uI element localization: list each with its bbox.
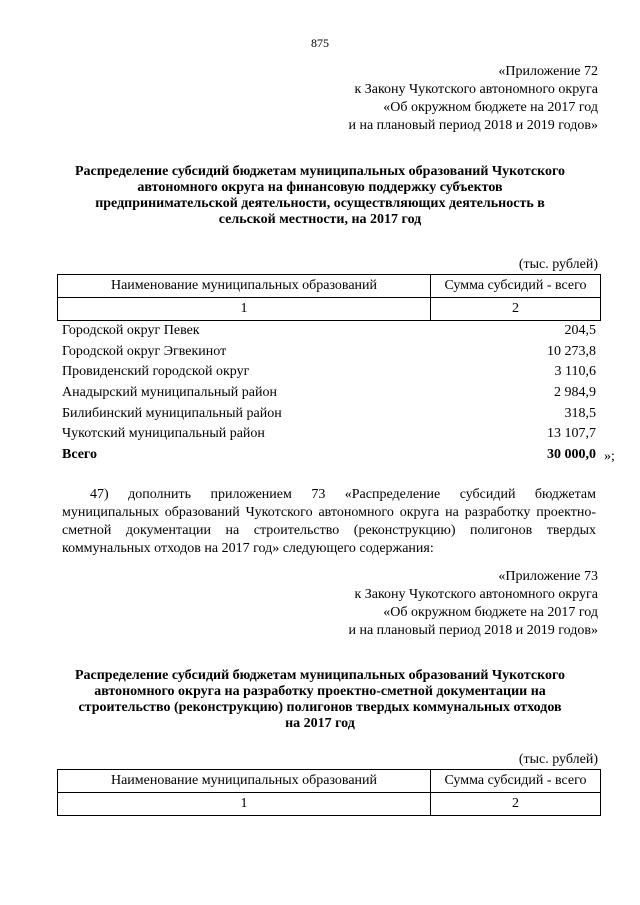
row-name: Билибинский муниципальный район — [62, 405, 282, 421]
appendix-line: к Закону Чукотского автономного округа — [354, 82, 598, 97]
row-name: Чукотский муниципальный район — [62, 426, 265, 442]
column-header-amount: Сумма субсидий - всего — [431, 770, 601, 793]
amendment-paragraph-47 — [62, 486, 596, 558]
table-73-header — [57, 769, 601, 816]
row-name: Анадырский муниципальный район — [62, 385, 277, 401]
column-number-1: 1 — [58, 298, 431, 321]
appendix-73-title: Распределение субсидий бюджетам муниципальных образований Чукотского автономного округа на разработку проектно-сметной документации на строительство (реконструкцию) полигонов твердых коммунальных отходов на 2017 год — [74, 668, 566, 731]
closing-quote-mark: »; — [604, 449, 615, 464]
row-amount: 10 273,8 — [547, 343, 596, 359]
paragraph-text: 47) дополнить приложением 73 «Распределение субсидий бюджетам муниципальных образований Чукотского автономного округа на разработку проектно-сметной документации на строительство (реконструкцию) полигонов твердых коммунальных отходов на 2017 год» следующего содержания: — [62, 487, 596, 556]
table-row — [62, 424, 596, 445]
table-row — [62, 383, 596, 404]
row-amount: 2 984,9 — [554, 385, 596, 401]
appendix-line: «Об окружном бюджете на 2017 год — [383, 605, 598, 620]
appendix-line: и на плановый период 2018 и 2019 годов» — [348, 118, 598, 133]
appendix-line: «Приложение 73 — [498, 569, 598, 584]
appendix-line: «Об окружном бюджете на 2017 год — [383, 100, 598, 115]
total-row — [62, 445, 596, 466]
appendix-line: к Закону Чукотского автономного округа — [354, 587, 598, 602]
page-number: 875 — [311, 36, 329, 50]
column-number-2: 2 — [431, 298, 601, 321]
row-amount: 13 107,7 — [547, 426, 596, 442]
column-number-2: 2 — [431, 793, 601, 816]
column-header-name: Наименование муниципальных образований — [58, 275, 431, 298]
table-72-body — [62, 321, 596, 466]
row-name: Городской округ Певек — [62, 323, 200, 338]
appendix-72-header — [348, 63, 598, 135]
appendix-72-title: Распределение субсидий бюджетам муниципальных образований Чукотского автономного округа на финансовую поддержку субъектов предпринимательской деятельности, осуществляющих деятельность в сельской местности, на 2017 год — [74, 164, 566, 227]
table-row — [62, 321, 596, 342]
appendix-line: «Приложение 72 — [498, 64, 598, 79]
table-72-header — [57, 274, 601, 321]
units-label: (тыс. рублей) — [518, 257, 598, 272]
row-name: Провиденский городской округ — [62, 364, 250, 380]
row-amount: 318,5 — [564, 405, 596, 421]
column-header-name: Наименование муниципальных образований — [58, 770, 431, 793]
column-header-amount: Сумма субсидий - всего — [431, 275, 601, 298]
table-row — [62, 362, 596, 383]
row-amount: 204,5 — [564, 323, 596, 338]
row-name: Городской округ Эгвекинот — [62, 343, 227, 359]
total-label: Всего — [62, 447, 97, 463]
units-label: (тыс. рублей) — [518, 752, 598, 767]
column-number-1: 1 — [58, 793, 431, 816]
total-amount: 30 000,0 — [547, 447, 596, 463]
table-row — [62, 342, 596, 363]
appendix-73-header — [348, 568, 598, 640]
row-amount: 3 110,6 — [554, 364, 596, 380]
appendix-line: и на плановый период 2018 и 2019 годов» — [348, 623, 598, 638]
table-row — [62, 404, 596, 425]
